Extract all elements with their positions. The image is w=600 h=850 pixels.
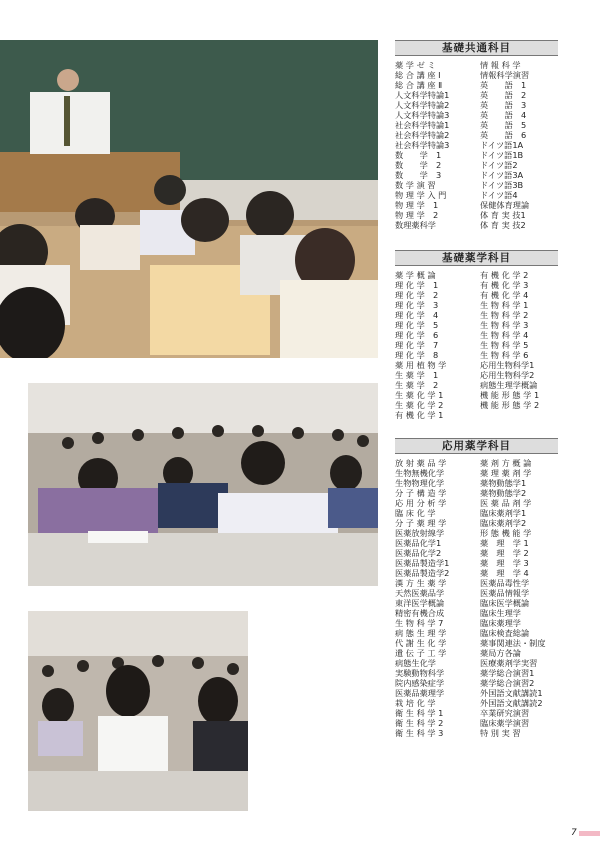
subject-item: ドイツ語2	[480, 160, 518, 170]
subject-item: 薬 理 学 3	[480, 558, 529, 568]
subject-item: 医薬品製造学1	[395, 558, 450, 568]
subject-item: 理 化 学 6	[395, 330, 439, 340]
subject-item: 応用生物科学1	[480, 360, 535, 370]
subject-item: 情 報 科 学	[480, 60, 521, 70]
subject-item: 薬局方各論	[480, 648, 521, 658]
students-lecture-photo	[28, 383, 378, 586]
subject-item: ドイツ語4	[480, 190, 518, 200]
subject-item: 有 機 化 学 3	[480, 280, 529, 290]
subject-item: 病態生理学概論	[480, 380, 538, 390]
subject-item: 英 語 2	[480, 90, 527, 100]
subject-item: 生 薬 化 学 2	[395, 400, 444, 410]
subject-item: 機 能 形 態 学 1	[480, 390, 540, 400]
subject-item: 数 学 演 習	[395, 180, 436, 190]
subject-item: ドイツ語1A	[480, 140, 524, 150]
subject-item: ドイツ語3B	[480, 180, 524, 190]
subject-item: 生 物 科 学 1	[480, 300, 529, 310]
subject-item: 社会科学特論1	[395, 120, 450, 130]
subject-item: 社会科学特論3	[395, 140, 450, 150]
subject-item: 形 態 機 能 学	[480, 528, 532, 538]
subject-item: 情報科学演習	[480, 70, 530, 80]
subject-item: 精密有機合成	[395, 608, 445, 618]
subject-item: 医薬品化学2	[395, 548, 442, 558]
subject-item: 応 用 分 析 学	[395, 498, 447, 508]
subject-item: 薬学総合演習2	[480, 678, 535, 688]
subject-item: 数 学 3	[395, 170, 442, 180]
subject-item: 英 語 4	[480, 110, 527, 120]
subject-item: 分 子 構 造 学	[395, 488, 447, 498]
subject-item: 医薬品情報学	[480, 588, 530, 598]
section-header: 基礎薬学科目	[395, 250, 558, 266]
subject-item: 薬 理 学 2	[480, 548, 529, 558]
subject-item: 英 語 6	[480, 130, 527, 140]
subject-item: 理 化 学 8	[395, 350, 439, 360]
subject-item: 医薬品薬理学	[395, 688, 445, 698]
subject-item: 病 態 生 理 学	[395, 628, 447, 638]
subject-item: 代 謝 生 化 学	[395, 638, 447, 648]
subject-item: 薬物動態学2	[480, 488, 527, 498]
subject-item: 東洋医学概論	[395, 598, 445, 608]
subject-item: 薬 理 学 1	[480, 538, 529, 548]
subject-item: 特 別 実 習	[480, 728, 521, 738]
subject-item: 機 能 形 態 学 2	[480, 400, 540, 410]
subject-item: 人文科学特論2	[395, 100, 450, 110]
subject-item: 体 育 実 技2	[480, 220, 526, 230]
subject-item: 院内感染症学	[395, 678, 445, 688]
subject-item: 薬 学 概 論	[395, 270, 436, 280]
subject-item: 医薬品化学1	[395, 538, 442, 548]
subject-item: 薬 理 学 4	[480, 568, 529, 578]
subject-item: 衛 生 科 学 2	[395, 718, 444, 728]
subject-item: 栽 培 化 学	[395, 698, 436, 708]
subject-item: 外国語文献講読1	[480, 688, 543, 698]
subject-item: 有 機 化 学 2	[480, 270, 529, 280]
subject-item: 生 物 科 学 2	[480, 310, 529, 320]
subject-item: 生 物 科 学 4	[480, 330, 529, 340]
subject-item: 英 語 5	[480, 120, 527, 130]
subject-item: 理 化 学 3	[395, 300, 439, 310]
subject-item: 臨床医学概論	[480, 598, 530, 608]
subject-item: 臨床検査総論	[480, 628, 530, 638]
subject-item: 有 機 化 学 1	[395, 410, 444, 420]
subject-column-left	[395, 60, 473, 230]
subject-item: 天然医薬品学	[395, 588, 445, 598]
subject-item: 医薬品製造学2	[395, 568, 450, 578]
subject-item: 分 子 薬 理 学	[395, 518, 447, 528]
subject-item: 医療薬剤学実習	[480, 658, 538, 668]
subject-item: 衛 生 科 学 1	[395, 708, 444, 718]
subject-item: 応用生物科学2	[480, 370, 535, 380]
subject-item: 遺 伝 子 工 学	[395, 648, 447, 658]
subject-item: 生物無機化学	[395, 468, 445, 478]
subject-item: 生 物 科 学 7	[395, 618, 444, 628]
subject-item: 外国語文献講読2	[480, 698, 543, 708]
subject-item: 実験動物科学	[395, 668, 445, 678]
subject-item: 社会科学特論2	[395, 130, 450, 140]
subject-item: 総 合 講 座 Ⅱ	[395, 80, 443, 90]
page-number: 7	[571, 828, 577, 838]
subject-item: 医薬品毒性学	[480, 578, 530, 588]
subject-item: 薬事関連法・制度	[480, 638, 546, 648]
subject-item: 有 機 化 学 4	[480, 290, 529, 300]
subject-item: 薬 理 薬 剤 学	[480, 468, 532, 478]
subject-item: 漢 方 生 薬 学	[395, 578, 447, 588]
subject-item: 薬 剤 方 概 論	[480, 458, 532, 468]
subject-item: 医薬放射線学	[395, 528, 445, 538]
subject-item: 英 語 1	[480, 80, 527, 90]
subject-item: 保健体育理論	[480, 200, 530, 210]
subject-item: 英 語 3	[480, 100, 527, 110]
subject-item: 臨 床 化 学	[395, 508, 436, 518]
subject-item: 医 薬 品 剤 学	[480, 498, 532, 508]
subject-item: 理 化 学 5	[395, 320, 439, 330]
subject-item: 生 薬 学 1	[395, 370, 439, 380]
subject-item: 薬物動態学1	[480, 478, 527, 488]
subject-item: 理 化 学 1	[395, 280, 439, 290]
subject-item: 生 薬 学 2	[395, 380, 439, 390]
subject-item: 数 学 1	[395, 150, 442, 160]
subject-item: 総 合 講 座 Ⅰ	[395, 70, 441, 80]
section-header: 応用薬学科目	[395, 438, 558, 454]
subject-item: 物 理 学 2	[395, 210, 439, 220]
subject-item: 理 化 学 2	[395, 290, 439, 300]
subject-item: 物 理 学 1	[395, 200, 439, 210]
subject-item: 生 物 科 学 6	[480, 350, 529, 360]
subject-item: 臨床生理学	[480, 608, 521, 618]
subject-item: 理 化 学 4	[395, 310, 439, 320]
page-accent-bar	[579, 831, 600, 836]
subject-item: 生物物理化学	[395, 478, 445, 488]
section-header: 基礎共通科目	[395, 40, 558, 56]
subject-item: 薬学総合演習1	[480, 668, 535, 678]
students-study-photo	[28, 611, 248, 811]
lecture-hall-photo	[0, 40, 378, 358]
basic-common-subjects-panel	[395, 40, 558, 230]
subject-item: 臨床薬剤学2	[480, 518, 527, 528]
subject-item: 衛 生 科 学 3	[395, 728, 444, 738]
subject-item: ドイツ語1B	[480, 150, 524, 160]
subject-item: 人文科学特論1	[395, 90, 450, 100]
subject-item: ドイツ語3A	[480, 170, 524, 180]
basic-pharmacy-subjects-panel	[395, 250, 558, 420]
subject-column-right	[480, 458, 558, 738]
subject-item: 体 育 実 技1	[480, 210, 526, 220]
subject-item: 病態生化学	[395, 658, 436, 668]
subject-item: 人文科学特論3	[395, 110, 450, 120]
subject-item: 物 理 学 入 門	[395, 190, 447, 200]
subject-item: 生 物 科 学 3	[480, 320, 529, 330]
applied-pharmacy-subjects-panel	[395, 438, 558, 738]
subject-item: 放 射 薬 品 学	[395, 458, 447, 468]
subject-column-left	[395, 458, 473, 738]
subject-item: 数理薬科学	[395, 220, 436, 230]
subject-item: 理 化 学 7	[395, 340, 439, 350]
subject-item: 臨床薬理学	[480, 618, 521, 628]
subject-column-right	[480, 270, 558, 420]
subject-item: 薬 学 ゼ ミ	[395, 60, 436, 70]
subject-item: 臨床薬学演習	[480, 718, 530, 728]
subject-item: 薬 用 植 物 学	[395, 360, 447, 370]
subject-item: 生 薬 化 学 1	[395, 390, 444, 400]
subject-item: 臨床薬剤学1	[480, 508, 527, 518]
subject-item: 卒業研究演習	[480, 708, 530, 718]
subject-column-left	[395, 270, 473, 420]
subject-item: 生 物 科 学 5	[480, 340, 529, 350]
subject-column-right	[480, 60, 558, 230]
subject-item: 数 学 2	[395, 160, 442, 170]
